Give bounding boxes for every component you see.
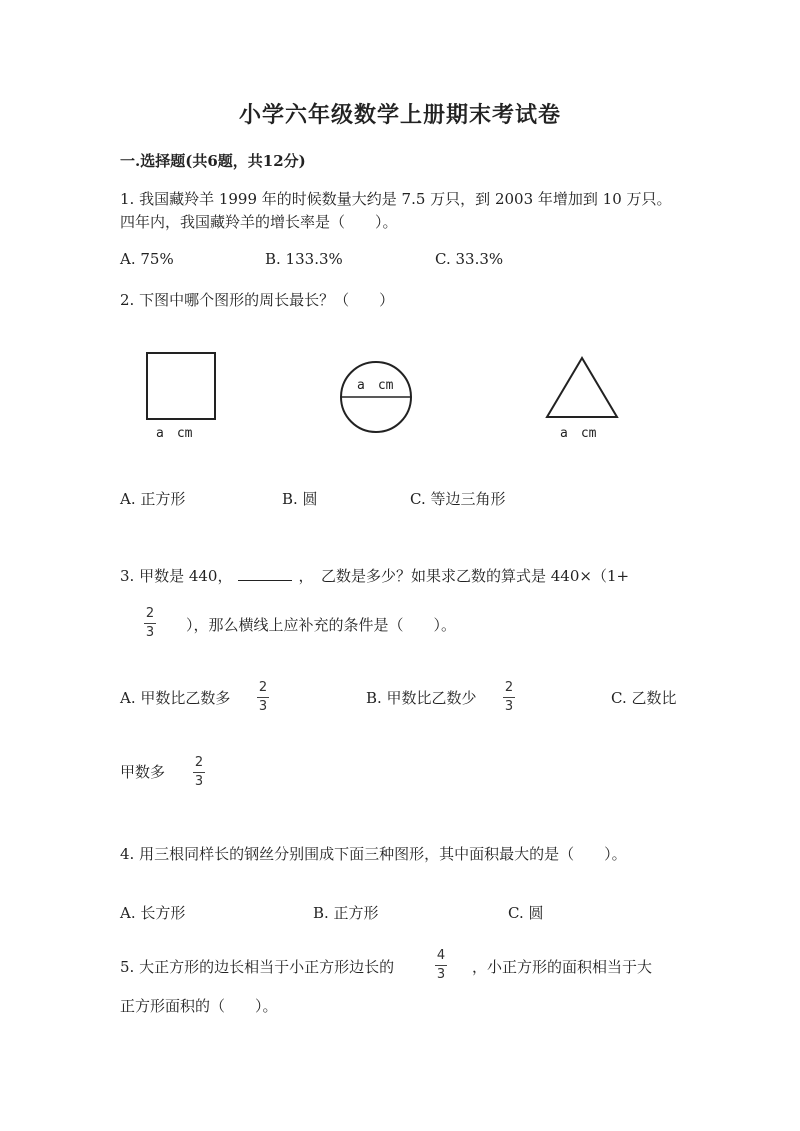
section-heading: 一.选择题(共6题，共12分) (120, 152, 306, 170)
question-5-part-2: ，小正方形的面积相当于大 (472, 958, 653, 976)
q3-text-part-2: ， 乙数是多少？如果求乙数的算式是 440×（1+ (298, 567, 630, 585)
question-3-line-1 (120, 565, 629, 586)
q3-option-b-fraction: 2 3 (504, 680, 514, 714)
q1-option-c: C. 33.3% (435, 250, 504, 268)
q3-option-c-fraction: 2 3 (194, 755, 204, 789)
q2-option-c: C. 等边三角形 (410, 490, 506, 508)
question-5-part-1: 5. 大正方形的边长相当于小正方形边长的 (120, 958, 395, 976)
q3-option-a: A. 甲数比乙数多 (120, 689, 231, 707)
question-1-line-2: 四年内，我国藏羚羊的增长率是（ ）。 (120, 213, 398, 231)
question-5-line-2: 正方形面积的（ ）。 (120, 997, 278, 1015)
circle-label: a cm (357, 378, 394, 393)
q2-option-b: B. 圆 (282, 490, 318, 508)
triangle-label: a cm (560, 426, 597, 441)
q3-option-c: C. 乙数比 (611, 689, 677, 707)
q4-option-a: A. 长方形 (120, 904, 186, 922)
q1-option-a: A. 75% (120, 250, 174, 268)
q4-option-b: B. 正方形 (313, 904, 379, 922)
question-4-text: 4. 用三根同样长的钢丝分别围成下面三种图形，其中面积最大的是（ ）。 (120, 845, 627, 863)
page-title: 小学六年级数学上册期末考试卷 (238, 102, 561, 128)
question-1-line-1: 1. 我国藏羚羊 1999 年的时候数量大约是 7.5 万只，到 2003 年增加到 10 万只。 (120, 190, 672, 208)
square-shape (147, 353, 215, 419)
q3-answer-blank (238, 566, 292, 581)
q1-option-b: B. 133.3% (265, 250, 343, 268)
q3-option-b: B. 甲数比乙数少 (366, 689, 477, 707)
question-2-text: 2. 下图中哪个图形的周长最长？（ ） (120, 291, 395, 309)
q3-option-a-fraction: 2 3 (258, 680, 268, 714)
q2-option-a: A. 正方形 (120, 490, 186, 508)
square-label: a cm (156, 426, 193, 441)
q5-fraction: 4 3 (436, 948, 446, 982)
q3-text-part-1: 3. 甲数是 440， (120, 567, 233, 585)
question-3-line-2: ），那么横线上应补充的条件是（ ）。 (186, 616, 457, 634)
q4-option-c: C. 圆 (508, 904, 544, 922)
q3-option-c-continued: 甲数多 (120, 763, 166, 781)
q3-fraction: 2 3 (145, 606, 155, 640)
triangle-shape (547, 358, 617, 417)
